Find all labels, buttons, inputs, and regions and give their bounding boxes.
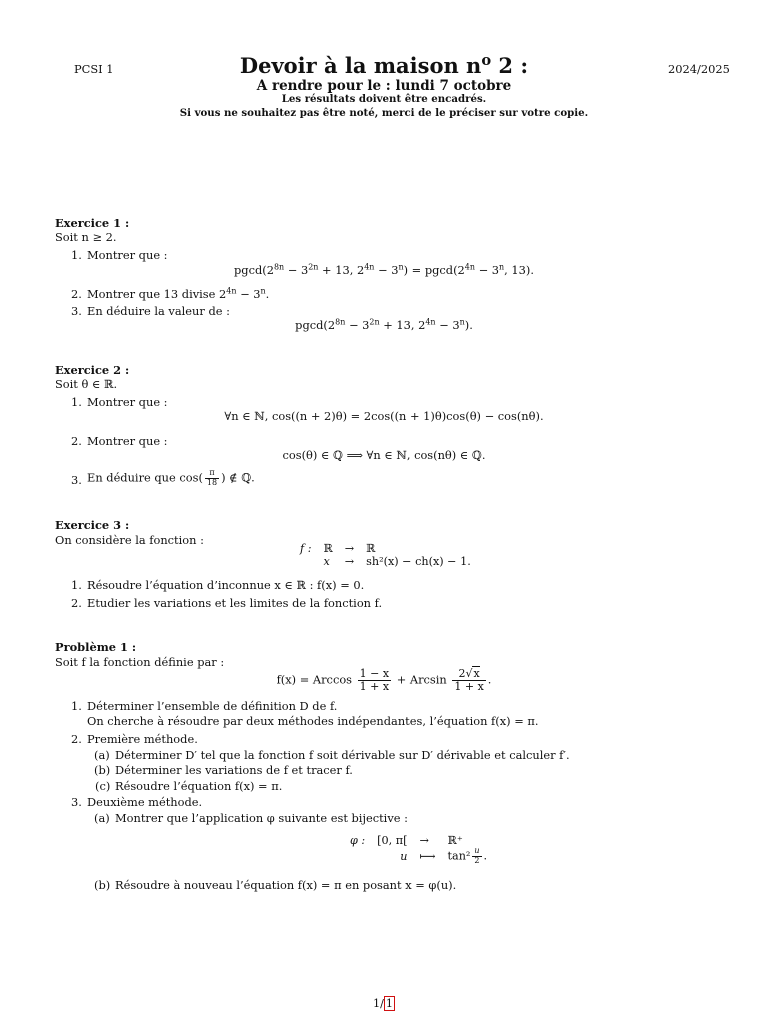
page-number: 1/ 1 (372, 997, 393, 1010)
pb1-q2b-label: (b) (94, 763, 111, 777)
ex1-q2: Montrer que 13 divise $2^{4n} - 3^n$. (87, 286, 270, 301)
pb1-q1: Déterminer l’ensemble de définition D de f. (87, 699, 338, 713)
pb1-q3a-label: (a) (94, 811, 110, 825)
problem-1-title: Problème 1 : (55, 640, 137, 654)
pb1-q2: Première méthode. (87, 732, 198, 746)
exercise-1-intro: Soit n ≥ 2. (55, 230, 117, 244)
instruction-grading: Si vous ne souhaitez pas être noté, merci de le préciser sur votre copie. (179, 107, 589, 119)
pb1-q2b: Déterminer les variations de f et tracer f. (115, 763, 353, 777)
pb1-q2a: Déterminer D′ tel que la fonction f soit dérivable sur D′ dérivable et calculer f′. (115, 748, 570, 762)
ex3-function-map: f : ℝ → ℝ x → sh²(x) − ch(x) − 1. (300, 542, 471, 569)
class-label: PCSI 1 (74, 62, 114, 76)
instruction-boxed: Les résultats doivent être encadrés. (281, 93, 487, 105)
ex1-q3-number: 3. (71, 304, 82, 318)
ex1-q3: En déduire la valeur de : (87, 304, 230, 318)
exercise-2-title: Exercice 2 : (55, 363, 130, 377)
pb1-q2-number: 2. (71, 732, 82, 746)
pb1-q3b-label: (b) (94, 878, 111, 892)
ex2-q2-number: 2. (71, 434, 82, 448)
pb1-q3: Deuxième méthode. (87, 795, 203, 809)
pb1-q3b: Résoudre à nouveau l’équation f(x) = π en posant x = φ(u). (115, 878, 457, 892)
problem-1-formula: f(x) = Arccos $\frac{1 - x}{1 + x}$ + Arcsin $\frac{2√x}{1 + x}$ . (276, 667, 492, 694)
exercise-3-title: Exercice 3 : (55, 518, 130, 532)
ex2-q1: Montrer que : (87, 395, 168, 409)
exercise-3-intro: On considère la fonction : (55, 533, 204, 547)
exercise-1-title: Exercice 1 : (55, 216, 130, 230)
ex2-q3: En déduire que cos( $\frac{\pi}{18}$ ) ∉ ℚ. (87, 468, 255, 487)
ex1-formula-2: $pgcd(2^{8n} - 3^{2n} + 13$, $2^{4n} - 3^n$). (295, 317, 473, 332)
ex2-q3-number: 3. (71, 473, 82, 487)
exercise-2-intro: Soit θ ∈ ℝ. (55, 377, 118, 391)
ex1-q2-number: 2. (71, 287, 82, 301)
school-year: 2024/2025 (668, 62, 730, 76)
ex2-formula-2: cos(θ) ∈ ℚ ⟹ ∀n ∈ ℕ, cos(nθ) ∈ ℚ. (282, 448, 486, 462)
pb1-q2c: Résoudre l’équation f(x) = π. (115, 779, 283, 793)
pb1-q3a: Montrer que l’application φ suivante est bijective : (115, 811, 408, 825)
problem-1-intro: Soit f la fonction définie par : (55, 655, 225, 669)
page-title: Devoir à la maison $n^o$ 2 : (239, 51, 529, 78)
ex2-q1-number: 1. (71, 395, 82, 409)
phi-bijection-map: φ : [0, π[ → ℝ⁺ u ⟼ tan² $\frac{u}{2}$ . (350, 834, 488, 866)
ex1-formula-1: $pgcd(2^{8n} - 3^{2n} + 13$, $2^{4n} - 3^n) = pgcd(2^{4n} - 3^n$, 13). (234, 262, 534, 277)
ex1-q1-number: 1. (71, 248, 82, 262)
pb1-q2a-label: (a) (94, 748, 110, 762)
ex3-q2: Etudier les variations et les limites de la fonction f. (87, 596, 383, 610)
ex3-q2-number: 2. (71, 596, 82, 610)
pb1-q1-number: 1. (71, 699, 82, 713)
page-link[interactable]: 1 (385, 997, 393, 1010)
ex1-q1: Montrer que : (87, 248, 168, 262)
ex3-q1: Résoudre l’équation d’inconnue x ∈ ℝ : f(x) = 0. (87, 578, 365, 592)
pb1-q1-note: On cherche à résoudre par deux méthodes indépendantes, l’équation f(x) = π. (87, 714, 539, 728)
ex2-q2: Montrer que : (87, 434, 168, 448)
ex3-q1-number: 1. (71, 578, 82, 592)
due-date: A rendre pour le : lundi 7 octobre (256, 78, 512, 94)
pb1-q3-number: 3. (71, 795, 82, 809)
ex2-formula-1: ∀n ∈ ℕ, cos((n + 2)θ) = 2cos((n + 1)θ)cos(θ) − cos(nθ). (224, 409, 544, 423)
pb1-q2c-label: (c) (95, 779, 111, 793)
